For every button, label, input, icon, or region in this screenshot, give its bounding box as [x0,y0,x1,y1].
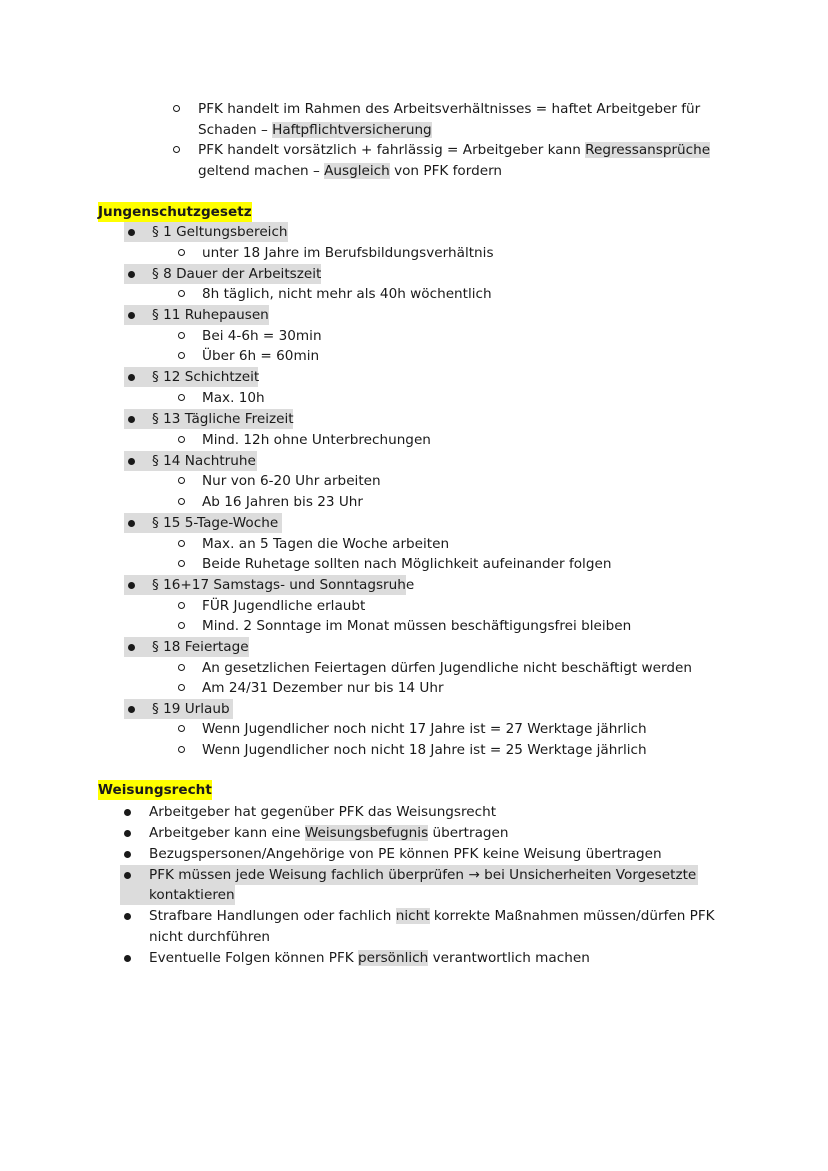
circle-bullet-icon [178,332,185,339]
section-sub-item: Am 24/31 Dezember nur bis 14 Uhr [202,680,444,696]
section-title: § 11 Ruhepausen [152,307,269,323]
circle-bullet-icon [178,436,185,443]
circle-bullet-icon [178,352,185,359]
circle-bullet-icon [178,664,185,671]
section-sub-item: Ab 16 Jahren bis 23 Uhr [202,494,363,510]
bullet-icon [124,851,131,858]
circle-bullet-icon [178,684,185,691]
section-sub-item: Max. 10h [202,390,265,406]
weisung-item-line-2: nicht durchführen [149,929,271,945]
bullet-icon [124,913,131,920]
weisung-item: Arbeitgeber kann eine Weisungsbefugnis übertragen [149,825,509,841]
bullet-icon [124,872,131,879]
highlight: nicht [395,908,430,924]
highlight: persönlich [358,950,429,966]
circle-bullet-icon [178,622,185,629]
bullet-icon [128,520,135,527]
section-sub-item: An gesetzlichen Feiertagen dürfen Jugendliche nicht beschäftigt werden [202,660,692,676]
bullet-icon [128,706,135,713]
section-sub-item: Wenn Jugendlicher noch nicht 18 Jahre ist = 25 Werktage jährlich [202,742,647,758]
section-sub-item: 8h täglich, nicht mehr als 40h wöchentlich [202,286,492,302]
section-title: § 14 Nachtruhe [152,453,256,469]
section-sub-item: Mind. 12h ohne Unterbrechungen [202,432,431,448]
section-sub-item: Mind. 2 Sonntage im Monat müssen beschäftigungsfrei bleiben [202,618,632,634]
circle-bullet-icon [173,105,180,112]
section-title: § 19 Urlaub [152,701,230,717]
section-sub-item: Über 6h = 60min [202,348,320,364]
section-title: § 12 Schichtzeit [152,369,260,385]
circle-bullet-icon [178,290,185,297]
circle-bullet-icon [178,725,185,732]
bullet-icon [128,582,135,589]
section-heading-weisungsrecht: Weisungsrecht [98,782,212,798]
section-sub-item: unter 18 Jahre im Berufsbildungsverhältnis [202,245,494,261]
weisung-item: Arbeitgeber hat gegenüber PFK das Weisungsrecht [149,804,497,820]
section-sub-item: Bei 4-6h = 30min [202,328,322,344]
section-title: § 18 Feiertage [152,639,249,655]
intro-item-2-line-1: PFK handelt vorsätzlich + fahrlässig = Arbeitgeber kann Regressansprüche [198,142,711,158]
circle-bullet-icon [173,146,180,153]
bullet-icon [128,271,135,278]
section-sub-item: Nur von 6-20 Uhr arbeiten [202,473,381,489]
highlight: Haftpflichtversicherung [272,122,432,138]
circle-bullet-icon [178,249,185,256]
bullet-icon [128,644,135,651]
circle-bullet-icon [178,498,185,505]
section-title: § 8 Dauer der Arbeitszeit [152,266,322,282]
circle-bullet-icon [178,602,185,609]
section-sub-item: FÜR Jugendliche erlaubt [202,598,366,614]
weisung-item: Bezugspersonen/Angehörige von PE können PFK keine Weisung übertragen [149,846,662,862]
bullet-icon [124,830,131,837]
bullet-icon [128,229,135,236]
weisung-item: Eventuelle Folgen können PFK persönlich verantwortlich machen [149,950,590,966]
circle-bullet-icon [178,540,185,547]
bullet-icon [124,809,131,816]
section-title: § 16+17 Samstags- und Sonntagsruhe [152,577,415,593]
circle-bullet-icon [178,394,185,401]
section-sub-item: Max. an 5 Tagen die Woche arbeiten [202,536,450,552]
section-title: § 13 Tägliche Freizeit [152,411,294,427]
highlight: Weisungsbefugnis [304,825,429,841]
section-heading-jugendschutz: Jungenschutzgesetz [98,204,252,220]
weisung-item-line-1: PFK müssen jede Weisung fachlich überprüfen → bei Unsicherheiten Vorgesetzte [149,867,697,883]
bullet-icon [128,416,135,423]
intro-item-1-line-1: PFK handelt im Rahmen des Arbeitsverhältnisses = haftet Arbeitgeber für [198,101,701,117]
section-title: § 1 Geltungsbereich [152,224,288,240]
bullet-icon [124,955,131,962]
highlight: Ausgleich [324,163,390,179]
bullet-icon [128,374,135,381]
section-sub-item: Beide Ruhetage sollten nach Möglichkeit aufeinander folgen [202,556,612,572]
intro-item-2-line-2: geltend machen – Ausgleich von PFK fordern [198,163,503,179]
circle-bullet-icon [178,746,185,753]
weisung-item-line-2: kontaktieren [149,887,235,903]
highlight: Regressansprüche [585,142,711,158]
weisung-item-line-1: Strafbare Handlungen oder fachlich nicht korrekte Maßnahmen müssen/dürfen PFK [149,908,715,924]
circle-bullet-icon [178,560,185,567]
circle-bullet-icon [178,477,185,484]
intro-item-1-line-2: Schaden – Haftpflichtversicherung [198,122,432,138]
bullet-icon [128,312,135,319]
section-title: § 15 5-Tage-Woche [152,515,279,531]
bullet-icon [128,458,135,465]
section-sub-item: Wenn Jugendlicher noch nicht 17 Jahre ist = 27 Werktage jährlich [202,721,647,737]
